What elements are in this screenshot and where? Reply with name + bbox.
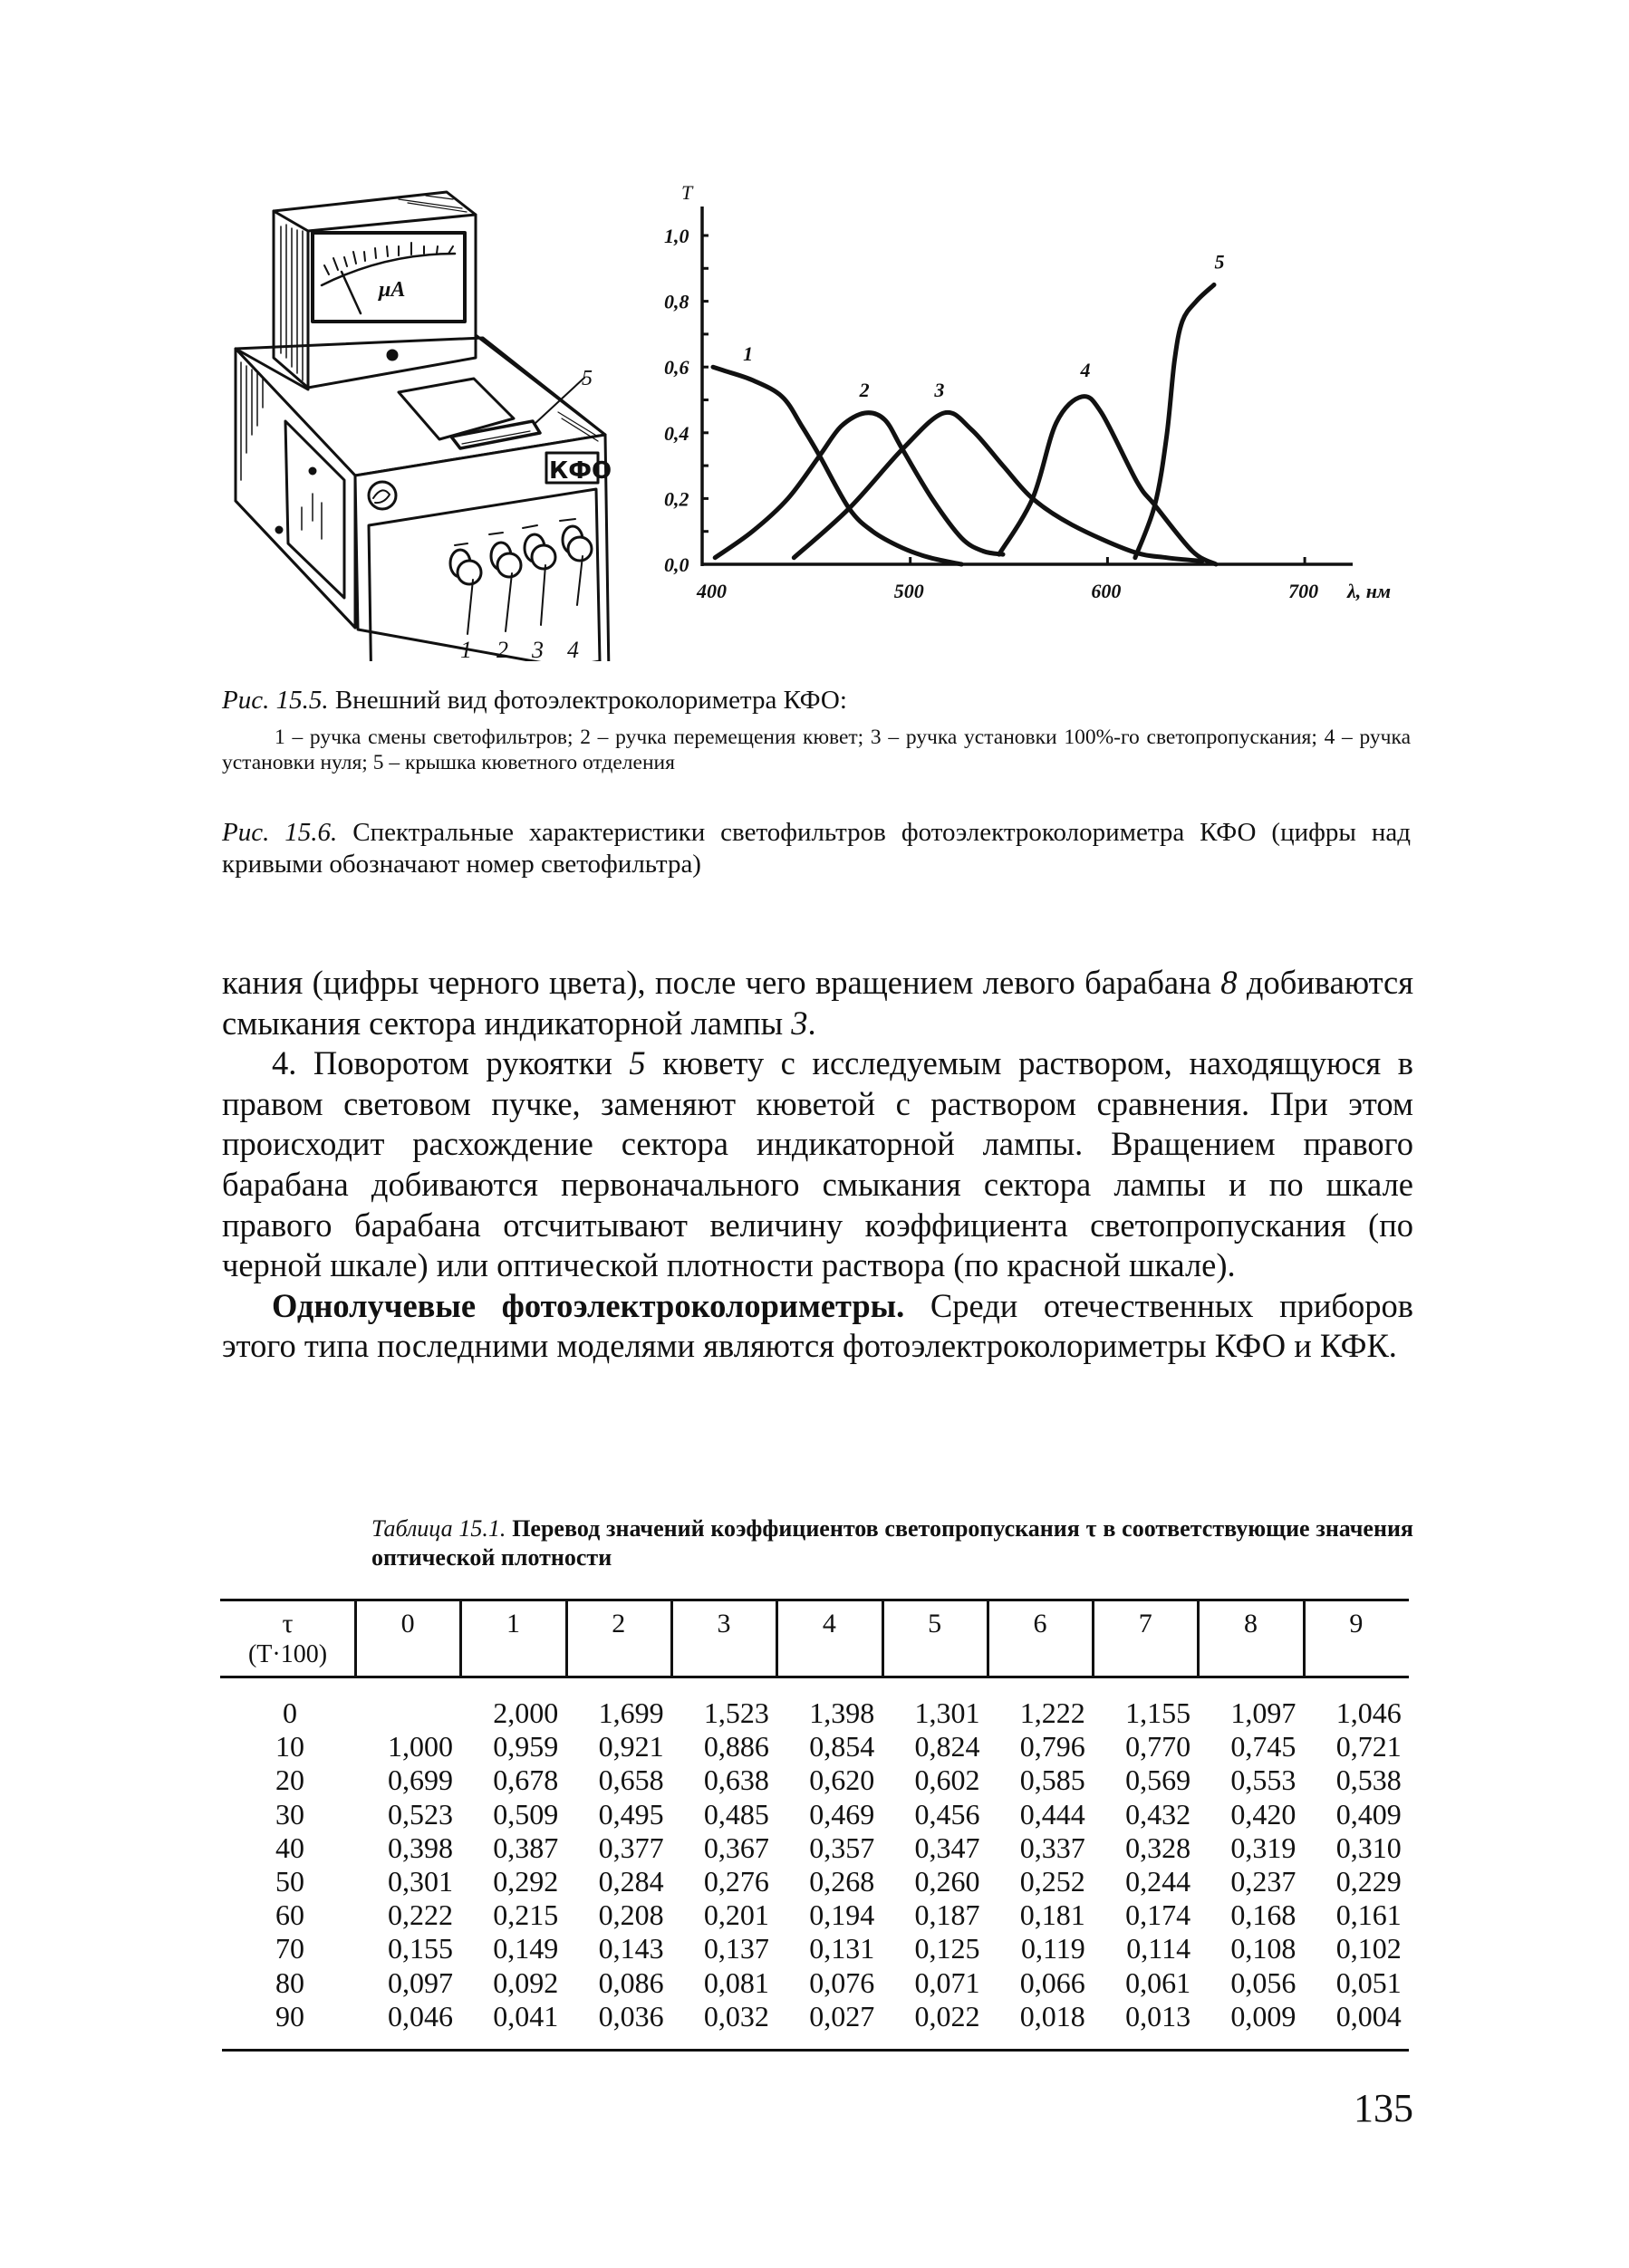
table-cell: 0,201 — [703, 1898, 769, 1932]
table-cell: 0,328 — [1125, 1831, 1191, 1864]
table-cell: 0,174 — [1125, 1898, 1191, 1932]
table-cell: 1,000 — [388, 1730, 453, 1763]
table-cell: 0,041 — [493, 1999, 559, 2033]
table-cell: 0,081 — [703, 1965, 769, 1999]
table-cell: 0,959 — [493, 1730, 559, 1763]
table-cell: 0,538 — [1335, 1763, 1402, 1797]
table-cell: 0,125 — [914, 1932, 980, 1965]
table-cell: 0,854 — [809, 1730, 875, 1763]
table-cell: 0,337 — [1019, 1831, 1085, 1864]
table-cell: 0,009 — [1230, 1999, 1296, 2033]
table-cell: 0,046 — [388, 1999, 453, 2033]
table-cell: 0,824 — [914, 1730, 980, 1763]
paragraph-2: 4. Поворотом рукоятки 5 кювету с исследуемым раствором, находящуюся в правом световом пучке, заменяют кюветой с раствором сравнения. При этом происходит расхождение сектора индикаторной лампы. Вращением правого барабана добиваются первоначального смыкания сектора лампы и по шкале правого барабана отсчитывают величину коэффициента светопропускания (по черной шкале) или оптической плотности раствора (по красной шкале). — [222, 1044, 1413, 1284]
table-15-1-title: Перевод значений коэффициентов светопропускания τ в соответствующие значения оптической плотности — [371, 1515, 1413, 1571]
table-cell: 0,301 — [388, 1865, 453, 1898]
figure-15-5-legend-text: 1 – ручка смены светофильтров; 2 – ручка перемещения кювет; 3 – ручка установки 100%-го светопропускания; 4 – ручка установки нуля; 5 – крышка кюветного отделения — [222, 726, 1411, 774]
filter-curve-5 — [1135, 284, 1214, 557]
table-cell: 0,770 — [1125, 1730, 1191, 1763]
y-tick-label: 1,0 — [664, 225, 689, 247]
table-cell: 0,678 — [493, 1763, 559, 1797]
table-cell: 0,377 — [598, 1831, 664, 1864]
meter-unit-label: μA — [379, 278, 406, 302]
table-column-header: 0 — [400, 1609, 415, 1639]
table-15-1-label: Таблица 15.1. — [371, 1515, 506, 1542]
table-column-header: 2 — [612, 1609, 626, 1639]
filter-curve-4 — [999, 397, 1216, 564]
table-cell: 0,485 — [703, 1797, 769, 1831]
table-cell: 0,921 — [598, 1730, 664, 1763]
table-header-tau: τ (T·100) — [247, 1609, 328, 1668]
table-cell: 0,036 — [598, 1999, 664, 2033]
table-cell: 0,086 — [598, 1965, 664, 1999]
chart-axes — [702, 207, 1353, 566]
table-row-label: 60 — [275, 1898, 304, 1932]
table-cell: 0,208 — [598, 1898, 664, 1932]
filter-curve-3 — [794, 412, 1202, 561]
x-axis-title: λ, нм — [1347, 580, 1392, 602]
table-cell: 0,229 — [1335, 1865, 1402, 1898]
callout-label-5: 5 — [582, 367, 593, 390]
table-cell: 0,137 — [703, 1932, 769, 1965]
table-cell: 0,168 — [1230, 1898, 1296, 1932]
table-cell: 0,357 — [809, 1831, 875, 1864]
table-row-label: 80 — [275, 1965, 304, 1999]
table-cell: 0,108 — [1230, 1932, 1296, 1965]
y-tick-label: 0,2 — [664, 487, 689, 511]
table-cell: 0,284 — [598, 1865, 664, 1898]
figure-15-5-title: Внешний вид фотоэлектроколориметра КФО: — [328, 686, 847, 715]
table-cell: 1,097 — [1230, 1696, 1296, 1729]
x-tick-label: 500 — [893, 580, 924, 602]
y-axis-ticks — [664, 225, 708, 576]
table-cell: 0,114 — [1126, 1932, 1191, 1965]
table-column-header: 6 — [1033, 1609, 1047, 1639]
table-column-header: 7 — [1138, 1609, 1152, 1639]
table-column-header: 8 — [1244, 1609, 1258, 1639]
table-cell: 0,319 — [1230, 1831, 1296, 1864]
table-cell: 0,032 — [703, 1999, 769, 2033]
table-column-header: 5 — [928, 1609, 942, 1639]
table-bottom-rule — [222, 2049, 1409, 2052]
table-row-label: 10 — [275, 1730, 304, 1763]
table-cell: 1,046 — [1335, 1696, 1402, 1729]
table-cell: 0,018 — [1019, 1999, 1085, 2033]
table-cell: 0,509 — [493, 1797, 559, 1831]
base-unit — [236, 335, 612, 661]
table-cell: 1,155 — [1125, 1696, 1191, 1729]
x-tick-label: 400 — [697, 580, 727, 602]
table-cell: 1,523 — [703, 1696, 769, 1729]
paragraph-1: кания (цифры черного цвета), после чего вращением левого барабана 8 добиваются смыкания сектора индикаторной лампы 3. — [222, 964, 1413, 1042]
figure-15-6-caption — [222, 817, 1411, 880]
callout-label-3: 3 — [532, 637, 544, 661]
paragraph-3: Однолучевые фотоэлектроколориметры. Среди отечественных приборов этого типа последними моделями являются фотоэлектроколориметры КФО и КФК. — [222, 1286, 1413, 1365]
table-cell: 0,409 — [1335, 1797, 1402, 1831]
table-column-header: 1 — [506, 1609, 520, 1639]
table-cell: 0,215 — [493, 1898, 559, 1932]
table-cell: 0,102 — [1335, 1932, 1402, 1965]
table-cell: 0,432 — [1125, 1797, 1191, 1831]
table-cell: 0,149 — [493, 1932, 559, 1965]
table-cell: 0,398 — [388, 1831, 453, 1864]
table-row-label: 40 — [275, 1831, 304, 1864]
table-cell: 0,143 — [598, 1932, 664, 1965]
filter-curve-1 — [713, 367, 961, 564]
y-tick-label: 0,6 — [664, 356, 689, 380]
table-cell: 0,004 — [1335, 1999, 1402, 2033]
table-cell: 0,347 — [914, 1831, 980, 1864]
table-cell: 0,097 — [388, 1965, 453, 1999]
table-cell: 0,292 — [493, 1865, 559, 1898]
table-column-header: 4 — [822, 1609, 836, 1639]
meter-zero-screw — [388, 351, 397, 360]
figure-15-6-label: Рис. 15.6. — [222, 818, 338, 847]
table-row-label: 70 — [275, 1932, 304, 1965]
filter-curve-2 — [715, 413, 1003, 558]
table-cell: 0,071 — [914, 1965, 980, 1999]
curve-label-2: 2 — [859, 378, 870, 401]
table-row-label: 90 — [275, 1999, 304, 2033]
table-cell: 0,119 — [1020, 1932, 1085, 1965]
curve-label-5: 5 — [1214, 250, 1225, 274]
table-cell: 0,658 — [598, 1763, 664, 1797]
table-cell: 0,444 — [1019, 1797, 1085, 1831]
table-cell: 0,252 — [1019, 1865, 1085, 1898]
table-cell: 0,260 — [914, 1865, 980, 1898]
table-row-label: 50 — [275, 1865, 304, 1898]
figure-15-5-caption — [222, 685, 1418, 716]
callout-label-2: 2 — [496, 637, 508, 661]
table-cell: 0,092 — [493, 1965, 559, 1999]
table-cell: 0,420 — [1230, 1797, 1296, 1831]
chart-series — [713, 250, 1224, 564]
page-number: 135 — [1354, 2086, 1413, 2130]
kfo-photocolorimeter-drawing — [217, 181, 643, 661]
x-tick-label: 600 — [1091, 580, 1122, 602]
table-cell: 0,268 — [809, 1865, 875, 1898]
table-cell: 0,061 — [1125, 1965, 1191, 1999]
y-tick-label: 0,8 — [664, 290, 689, 313]
table-column-header: 9 — [1349, 1609, 1364, 1639]
callout-label-1: 1 — [460, 637, 472, 661]
table-cell: 0,745 — [1230, 1730, 1296, 1763]
table-cell: 0,013 — [1125, 1999, 1191, 2033]
y-tick-label: 0,4 — [664, 421, 689, 445]
table-cell: 0,721 — [1335, 1730, 1402, 1763]
table-cell: 0,886 — [703, 1730, 769, 1763]
table-cell: 0,367 — [703, 1831, 769, 1864]
curve-label-3: 3 — [934, 378, 945, 401]
table-cell: 0,066 — [1019, 1965, 1085, 1999]
table-cell: 0,310 — [1335, 1831, 1402, 1864]
x-axis-ticks — [696, 557, 1318, 602]
table-cell: 0,187 — [914, 1898, 980, 1932]
table-cell: 0,699 — [388, 1763, 453, 1797]
table-row-label: 20 — [275, 1763, 304, 1797]
table-cell: 0,244 — [1125, 1865, 1191, 1898]
section-heading-single-beam: Однолучевые фотоэлектроколориметры. — [272, 1286, 905, 1324]
kfo-nameplate-text: КФО — [549, 457, 612, 485]
table-cell: 0,131 — [809, 1932, 875, 1965]
table-row-label: 0 — [283, 1696, 297, 1729]
table-cell: 0,602 — [914, 1763, 980, 1797]
table-cell: 0,620 — [809, 1763, 875, 1797]
table-cell: 0,469 — [809, 1797, 875, 1831]
figure-15-5-legend — [222, 725, 1411, 775]
curve-label-4: 4 — [1080, 359, 1091, 382]
table-cell: 1,699 — [598, 1696, 664, 1729]
table-cell: 0,495 — [598, 1797, 664, 1831]
table-cell: 1,301 — [914, 1696, 980, 1729]
table-cell: 0,456 — [914, 1797, 980, 1831]
table-cell: 0,056 — [1230, 1965, 1296, 1999]
table-cell: 0,051 — [1335, 1965, 1402, 1999]
table-column-header: 3 — [717, 1609, 731, 1639]
table-cell: 0,022 — [914, 1999, 980, 2033]
table-cell: 0,181 — [1019, 1898, 1085, 1932]
table-cell: 2,000 — [493, 1696, 559, 1729]
table-row-label: 30 — [275, 1797, 304, 1831]
y-axis-title: T — [681, 181, 693, 204]
table-cell: 0,027 — [809, 1999, 875, 2033]
table-cell: 0,194 — [809, 1898, 875, 1932]
figure-15-6-text: Спектральные характеристики светофильтров фотоэлектроколориметра КФО (цифры над кривыми обозначают номер светофильтра) — [222, 818, 1412, 879]
table-cell: 0,796 — [1019, 1730, 1085, 1763]
table-cell: 0,638 — [703, 1763, 769, 1797]
x-tick-label: 700 — [1288, 580, 1319, 602]
y-tick-label: 0,0 — [664, 553, 689, 576]
table-cell: 0,585 — [1019, 1763, 1085, 1797]
table-cell: 0,155 — [388, 1932, 453, 1965]
table-cell: 0,222 — [388, 1898, 453, 1932]
table-cell: 0,276 — [703, 1865, 769, 1898]
table-cell: 0,387 — [493, 1831, 559, 1864]
table-cell: 0,161 — [1335, 1898, 1402, 1932]
table-cell: 1,222 — [1019, 1696, 1085, 1729]
table-cell: 0,237 — [1230, 1865, 1296, 1898]
microammeter-unit — [274, 192, 476, 388]
table-cell: 0,076 — [809, 1965, 875, 1999]
table-cell: 0,523 — [388, 1797, 453, 1831]
table-15-1-caption — [371, 1514, 1413, 1572]
table-cell: 0,553 — [1230, 1763, 1296, 1797]
figure-15-5-label: Рис. 15.5. — [222, 686, 329, 715]
body-text — [222, 963, 1413, 1367]
table-cell: 0,569 — [1125, 1763, 1191, 1797]
table-cell: 1,398 — [809, 1696, 875, 1729]
callout-label-4: 4 — [567, 637, 579, 661]
curve-label-1: 1 — [743, 341, 754, 365]
